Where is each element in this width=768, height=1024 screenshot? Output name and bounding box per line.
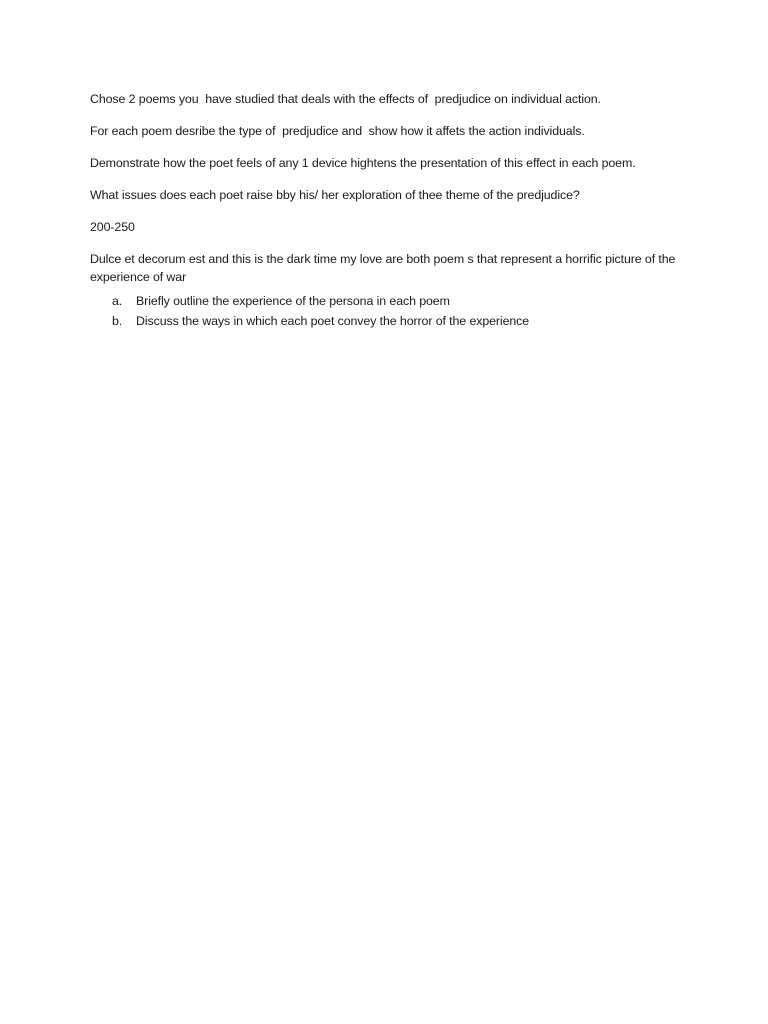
paragraph-question-intro: Dulce et decorum est and this is the dark time my love are both poem s that represent a horrific picture of the experience of war bbox=[90, 252, 679, 284]
paragraph-prompt-4: What issues does each poet raise bby his/ her exploration of thee theme of the predjudice? bbox=[90, 188, 580, 202]
paragraph-prompt-3: Demonstrate how the poet feels of any 1 device hightens the presentation of this effect in each poem. bbox=[90, 156, 636, 170]
word-count: 200-250 bbox=[90, 220, 135, 234]
list-item-text: Discuss the ways in which each poet convey the horror of the experience bbox=[136, 313, 530, 328]
list-marker: b. bbox=[112, 313, 123, 328]
paragraph-prompt-2: For each poem desribe the type of predjudice and show how it affets the action individuals. bbox=[90, 124, 585, 138]
list-item-text: Briefly outline the experience of the persona in each poem bbox=[136, 294, 450, 308]
paragraph-prompt-1: Chose 2 poems you have studied that deals with the effects of predjudice on individual action. bbox=[90, 92, 601, 106]
question-list bbox=[90, 292, 680, 331]
list-item bbox=[112, 312, 680, 332]
list-marker: a. bbox=[112, 294, 123, 308]
document-body bbox=[90, 90, 680, 331]
list-item bbox=[112, 292, 680, 312]
